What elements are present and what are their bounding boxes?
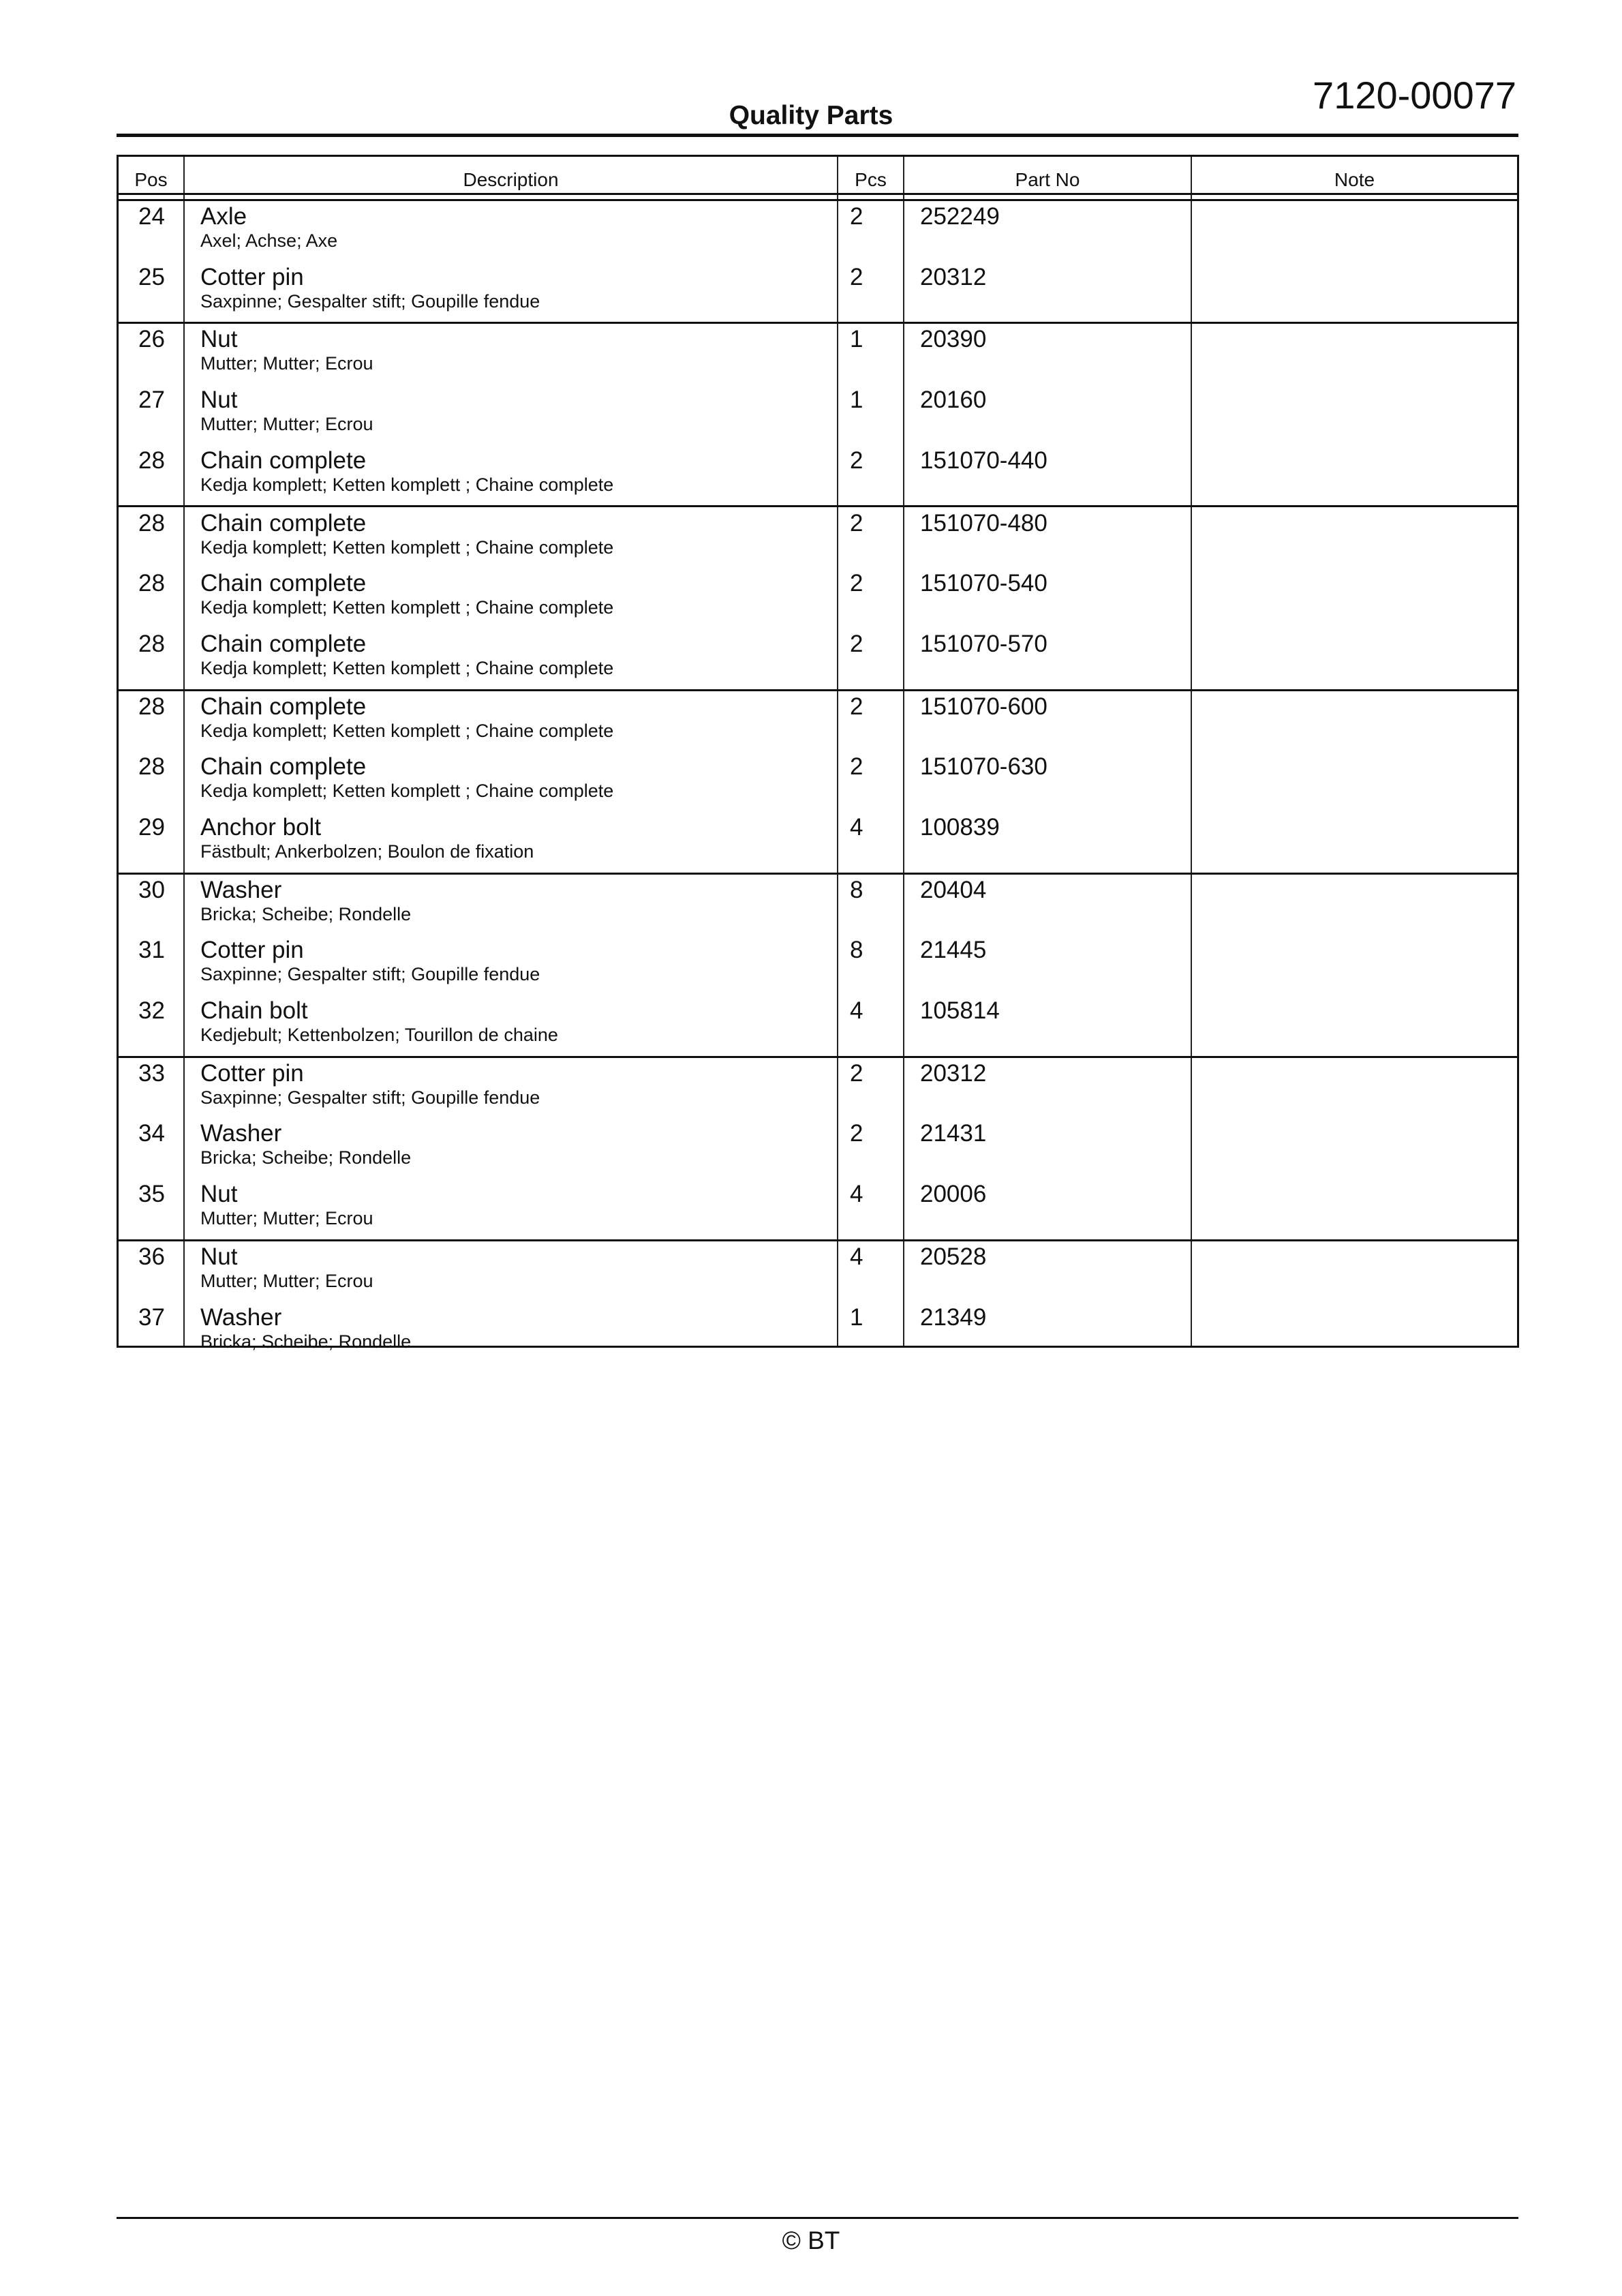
pos-cell: 33	[138, 1059, 165, 1087]
table-row	[119, 262, 1517, 322]
table-row	[119, 812, 1517, 873]
row-group	[119, 1058, 1517, 1241]
part-translations: Kedja komplett; Ketten komplett ; Chaine complete	[200, 781, 614, 802]
pos-cell: 26	[138, 326, 165, 353]
table-row	[119, 1118, 1517, 1179]
pcs-cell: 4	[850, 1181, 863, 1208]
part-translations: Mutter; Mutter; Ecrou	[200, 1208, 373, 1229]
pcs-cell: 2	[850, 263, 863, 290]
pos-cell: 28	[138, 753, 165, 781]
pcs-cell: 8	[850, 937, 863, 964]
part-name: Cotter pin	[200, 1059, 304, 1087]
part-number: 20006	[920, 1181, 987, 1208]
part-name: Washer	[200, 1303, 282, 1331]
part-number: 20528	[920, 1243, 987, 1270]
pcs-cell: 2	[850, 203, 863, 230]
table-row	[119, 1302, 1517, 1363]
part-translations: Kedja komplett; Ketten komplett ; Chaine complete	[200, 537, 614, 558]
table-row	[119, 568, 1517, 629]
pcs-cell: 2	[850, 1120, 863, 1147]
pos-cell: 31	[138, 937, 165, 964]
pos-cell: 28	[138, 509, 165, 537]
row-group	[119, 324, 1517, 507]
part-number: 21431	[920, 1120, 987, 1147]
part-translations: Kedjebult; Kettenbolzen; Tourillon de chaine	[200, 1025, 558, 1046]
table-row	[119, 1058, 1517, 1119]
page-title: Quality Parts	[729, 101, 893, 130]
pos-cell: 25	[138, 263, 165, 290]
pos-cell: 28	[138, 630, 165, 657]
part-name: Anchor bolt	[200, 813, 322, 841]
part-name: Nut	[200, 1181, 238, 1208]
table-row	[119, 995, 1517, 1056]
part-translations: Mutter; Mutter; Ecrou	[200, 1270, 373, 1291]
pcs-cell: 1	[850, 387, 863, 414]
header-rule	[119, 193, 1517, 195]
document-number: 7120-00077	[1313, 74, 1516, 117]
part-name: Chain complete	[200, 753, 367, 781]
column-header-note: Note	[1334, 169, 1375, 190]
row-group	[119, 508, 1517, 691]
table-row	[119, 751, 1517, 812]
part-number: 151070-480	[920, 509, 1047, 537]
table-row	[119, 384, 1517, 445]
pos-cell: 37	[138, 1303, 165, 1331]
pcs-cell: 1	[850, 1303, 863, 1331]
pos-cell: 28	[138, 570, 165, 597]
part-number: 20404	[920, 876, 987, 903]
row-group	[119, 875, 1517, 1058]
pcs-cell: 8	[850, 876, 863, 903]
pos-cell: 24	[138, 203, 165, 230]
pos-cell: 28	[138, 447, 165, 474]
part-name: Chain complete	[200, 509, 367, 537]
part-number: 20160	[920, 387, 987, 414]
part-translations: Bricka; Scheibe; Rondelle	[200, 903, 412, 924]
part-name: Chain complete	[200, 630, 367, 657]
part-translations: Saxpinne; Gespalter stift; Goupille fendue	[200, 290, 540, 312]
pcs-cell: 2	[850, 570, 863, 597]
table-row	[119, 324, 1517, 384]
part-number: 151070-440	[920, 447, 1047, 474]
part-name: Chain complete	[200, 693, 367, 720]
table-body	[119, 201, 1517, 1352]
pos-cell: 32	[138, 997, 165, 1025]
part-number: 21349	[920, 1303, 987, 1331]
header-divider	[117, 134, 1518, 137]
pcs-cell: 2	[850, 630, 863, 657]
row-group	[119, 1241, 1517, 1364]
part-number: 21445	[920, 937, 987, 964]
pcs-cell: 2	[850, 447, 863, 474]
pcs-cell: 4	[850, 997, 863, 1025]
part-translations: Bricka; Scheibe; Rondelle	[200, 1147, 412, 1168]
part-translations: Kedja komplett; Ketten komplett ; Chaine complete	[200, 657, 614, 678]
part-name: Nut	[200, 387, 238, 414]
table-row	[119, 875, 1517, 935]
pcs-cell: 2	[850, 509, 863, 537]
part-number: 151070-570	[920, 630, 1047, 657]
part-number: 252249	[920, 203, 1000, 230]
pos-cell: 34	[138, 1120, 165, 1147]
pcs-cell: 4	[850, 1243, 863, 1270]
part-name: Axle	[200, 203, 247, 230]
part-translations: Saxpinne; Gespalter stift; Goupille fendue	[200, 964, 540, 985]
column-header-part-no: Part No	[1015, 169, 1080, 190]
part-number: 151070-630	[920, 753, 1047, 781]
part-name: Washer	[200, 1120, 282, 1147]
part-number: 151070-540	[920, 570, 1047, 597]
pos-cell: 27	[138, 387, 165, 414]
part-number: 151070-600	[920, 693, 1047, 720]
copyright: © BT	[782, 2226, 840, 2254]
table-row	[119, 1241, 1517, 1302]
pcs-cell: 1	[850, 326, 863, 353]
table-row	[119, 445, 1517, 506]
part-name: Chain bolt	[200, 997, 308, 1025]
part-name: Cotter pin	[200, 937, 304, 964]
part-translations: Mutter; Mutter; Ecrou	[200, 353, 373, 374]
row-group	[119, 691, 1517, 875]
part-name: Cotter pin	[200, 263, 304, 290]
part-name: Chain complete	[200, 570, 367, 597]
footer-divider	[117, 2217, 1518, 2219]
part-number: 105814	[920, 997, 1000, 1025]
row-group	[119, 201, 1517, 324]
column-header-description: Description	[463, 169, 559, 190]
part-translations: Bricka; Scheibe; Rondelle	[200, 1331, 412, 1352]
part-name: Washer	[200, 876, 282, 903]
part-translations: Mutter; Mutter; Ecrou	[200, 414, 373, 435]
pcs-cell: 2	[850, 693, 863, 720]
table-row	[119, 629, 1517, 689]
pcs-cell: 2	[850, 1059, 863, 1087]
part-translations: Fästbult; Ankerbolzen; Boulon de fixation	[200, 841, 534, 862]
column-header-pcs: Pcs	[855, 169, 887, 190]
pos-cell: 35	[138, 1181, 165, 1208]
pos-cell: 36	[138, 1243, 165, 1270]
part-name: Nut	[200, 326, 238, 353]
table-row	[119, 935, 1517, 995]
pos-cell: 28	[138, 693, 165, 720]
part-number: 20390	[920, 326, 987, 353]
part-translations: Kedja komplett; Ketten komplett ; Chaine complete	[200, 474, 614, 495]
part-translations: Axel; Achse; Axe	[200, 230, 338, 251]
table-row	[119, 508, 1517, 569]
pcs-cell: 2	[850, 753, 863, 781]
pos-cell: 29	[138, 813, 165, 841]
part-name: Chain complete	[200, 447, 367, 474]
table-row	[119, 691, 1517, 752]
pcs-cell: 4	[850, 813, 863, 841]
table-row	[119, 1179, 1517, 1239]
part-name: Nut	[200, 1243, 238, 1270]
part-number: 20312	[920, 1059, 987, 1087]
table-row	[119, 201, 1517, 262]
parts-table	[117, 155, 1519, 1352]
column-header-pos: Pos	[134, 169, 168, 190]
pos-cell: 30	[138, 876, 165, 903]
part-translations: Kedja komplett; Ketten komplett ; Chaine complete	[200, 720, 614, 741]
part-translations: Saxpinne; Gespalter stift; Goupille fendue	[200, 1087, 540, 1108]
part-number: 100839	[920, 813, 1000, 841]
part-translations: Kedja komplett; Ketten komplett ; Chaine complete	[200, 597, 614, 618]
part-number: 20312	[920, 263, 987, 290]
